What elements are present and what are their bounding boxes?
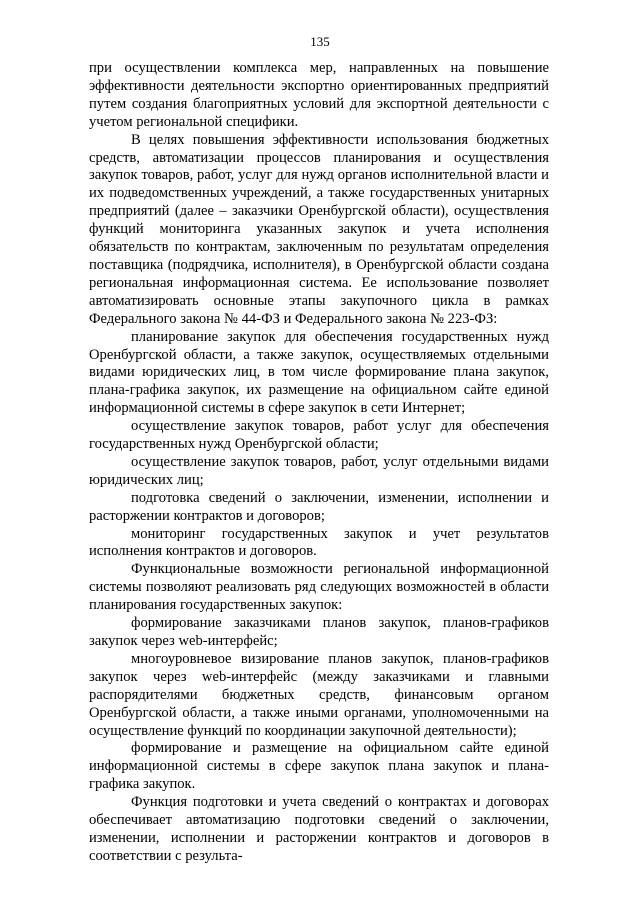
body-paragraph: многоуровневое визирование планов закупок, планов-графиков закупок через web-интерфейс (между заказчиками и главными распорядителями бюджетных средств, финансовым органом Оренбургской области, а также иными органами, уполномоченными на осуществление функций по координации закупочной деятельности); — [89, 650, 549, 739]
body-paragraph: мониторинг государственных закупок и учет результатов исполнения контрактов и договоров. — [89, 525, 549, 560]
body-paragraph: формирование и размещение на официальном сайте единой информационной системы в сфере закупок плана закупок и плана-графика закупок. — [89, 740, 549, 793]
body-paragraph: Функциональные возможности региональной информационной системы позволяют реализовать ряд следующих возможностей в области планирования государственных закупок: — [89, 561, 549, 614]
body-paragraph: осуществление закупок товаров, работ, услуг отдельными видами юридических лиц; — [89, 453, 549, 488]
body-paragraph: подготовка сведений о заключении, изменении, исполнении и расторжении контрактов и договоров; — [89, 489, 549, 524]
body-paragraph: осуществление закупок товаров, работ услуг для обеспечения государственных нужд Оренбургской области; — [89, 418, 549, 453]
body-paragraph: планирование закупок для обеспечения государственных нужд Оренбургской области, а также закупок, осуществляемых отдельными видами юридических лиц, в том числе формирование плана закупок, плана-графика закупок, их размещение на официальном сайте единой информационной системы в сфере закупок в сети Интернет; — [89, 328, 549, 417]
body-paragraph: Функция подготовки и учета сведений о контрактах и договорах обеспечивает автоматизацию подготовки сведений о заключении, изменении, исполнении и расторжении контрактов и договоров в соответствии с результа- — [89, 794, 549, 864]
body-paragraph: В целях повышения эффективности использования бюджетных средств, автоматизации процессов планирования и осуществления закупок товаров, работ, услуг для нужд органов исполнительной власти и их подведомственных учреждений, а также государственных унитарных предприятий (далее – заказчики Оренбургской области), осуществления функций мониторинга указанных закупок и учета исполнения обязательств по контрактам, заключенным по результатам определения поставщика (подрядчика, исполнителя), в Оренбургской области создана региональная информационная система. Ее использование позволяет автоматизировать основные этапы закупочного цикла в рамках Федерального закона № 44-ФЗ и Федерального закона № 223-ФЗ: — [89, 131, 549, 327]
document-body — [89, 60, 549, 866]
body-paragraph: формирование заказчиками планов закупок, планов-графиков закупок через web-интерфейс; — [89, 615, 549, 649]
body-paragraph: при осуществлении комплекса мер, направленных на повышение эффективности деятельности экспортно ориентированных предприятий путем создания благоприятных условий для экспортной деятельности с учетом региональной специфики. — [89, 60, 549, 130]
page-number: 135 — [310, 34, 330, 49]
